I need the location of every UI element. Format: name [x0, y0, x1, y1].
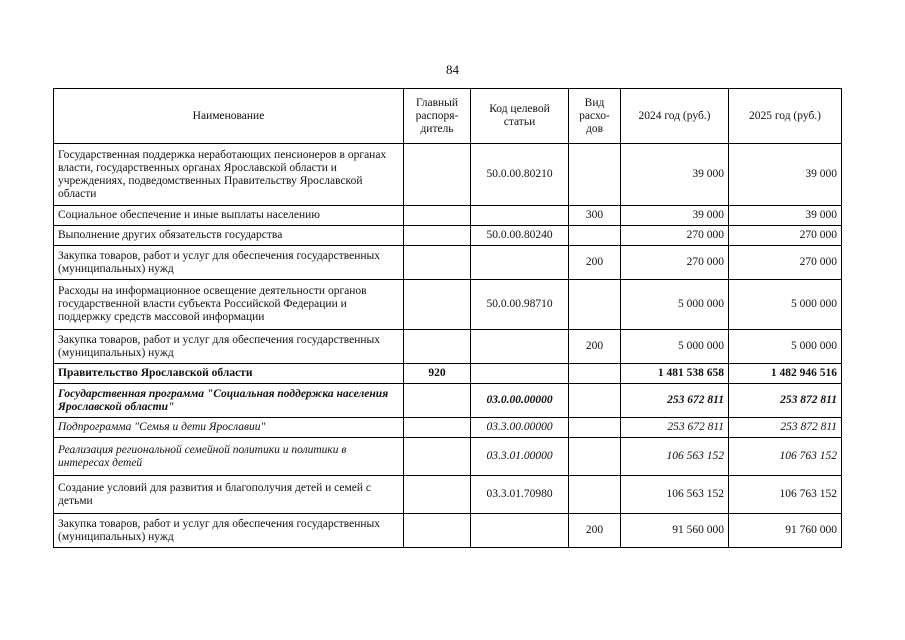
row-code [471, 206, 569, 226]
row-name: Закупка товаров, работ и услуг для обеспечения государственных (муниципальных) нужд [54, 246, 404, 280]
row-type: 300 [569, 206, 621, 226]
row-2025: 270 000 [729, 246, 842, 280]
header-2024: 2024 год (руб.) [621, 89, 729, 144]
row-admin [404, 246, 471, 280]
budget-table [53, 88, 842, 548]
row-2024: 253 672 811 [621, 384, 729, 418]
row-admin [404, 438, 471, 476]
row-admin [404, 144, 471, 206]
row-name: Реализация региональной семейной политики и политики в интересах детей [54, 438, 404, 476]
row-admin [404, 280, 471, 330]
header-code: Код целевой статьи [471, 89, 569, 144]
row-admin [404, 206, 471, 226]
row-code: 50.0.00.80240 [471, 226, 569, 246]
row-2024: 270 000 [621, 226, 729, 246]
header-name: Наименование [54, 89, 404, 144]
row-2024: 106 563 152 [621, 438, 729, 476]
row-name: Социальное обеспечение и иные выплаты населению [54, 206, 404, 226]
row-code [471, 364, 569, 384]
table-row [54, 280, 842, 330]
row-admin [404, 330, 471, 364]
row-admin [404, 476, 471, 514]
table-row [54, 476, 842, 514]
row-2024: 5 000 000 [621, 330, 729, 364]
row-type [569, 226, 621, 246]
row-2025: 106 763 152 [729, 438, 842, 476]
table-row [54, 364, 842, 384]
row-2024: 270 000 [621, 246, 729, 280]
row-2025: 253 872 811 [729, 384, 842, 418]
row-code: 50.0.00.98710 [471, 280, 569, 330]
row-name: Подпрограмма "Семья и дети Ярославии" [54, 418, 404, 438]
table-row [54, 438, 842, 476]
header-2025: 2025 год (руб.) [729, 89, 842, 144]
row-admin: 920 [404, 364, 471, 384]
row-type [569, 418, 621, 438]
row-code [471, 330, 569, 364]
row-type: 200 [569, 330, 621, 364]
row-code: 50.0.00.80210 [471, 144, 569, 206]
header-type: Вид расхо-дов [569, 89, 621, 144]
row-2024: 91 560 000 [621, 514, 729, 548]
table-row [54, 418, 842, 438]
row-2024: 5 000 000 [621, 280, 729, 330]
row-2025: 91 760 000 [729, 514, 842, 548]
table-row [54, 144, 842, 206]
row-2024: 39 000 [621, 144, 729, 206]
row-type [569, 476, 621, 514]
table-header-row [54, 89, 842, 144]
row-2025: 5 000 000 [729, 330, 842, 364]
row-2025: 1 482 946 516 [729, 364, 842, 384]
row-name: Закупка товаров, работ и услуг для обеспечения государственных (муниципальных) нужд [54, 514, 404, 548]
row-name: Государственная поддержка неработающих пенсионеров в органах власти, государственных органах Ярославской области и учреждениях, подведомственных Правительству Ярославской области [54, 144, 404, 206]
table-row [54, 206, 842, 226]
table-row [54, 226, 842, 246]
row-2024: 39 000 [621, 206, 729, 226]
row-type [569, 364, 621, 384]
row-code [471, 514, 569, 548]
row-code: 03.3.01.00000 [471, 438, 569, 476]
row-2024: 253 672 811 [621, 418, 729, 438]
row-2024: 1 481 538 658 [621, 364, 729, 384]
row-name: Расходы на информационное освещение деятельности органов государственной власти субъекта Российской Федерации и поддержку средств массовой информации [54, 280, 404, 330]
row-2025: 106 763 152 [729, 476, 842, 514]
row-type: 200 [569, 514, 621, 548]
row-2025: 5 000 000 [729, 280, 842, 330]
header-admin: Главный распоря-дитель [404, 89, 471, 144]
row-code [471, 246, 569, 280]
row-name: Закупка товаров, работ и услуг для обеспечения государственных (муниципальных) нужд [54, 330, 404, 364]
row-admin [404, 226, 471, 246]
row-code: 03.3.01.70980 [471, 476, 569, 514]
row-name: Создание условий для развития и благополучия детей и семей с детьми [54, 476, 404, 514]
row-admin [404, 384, 471, 418]
row-type: 200 [569, 246, 621, 280]
table-row [54, 330, 842, 364]
row-admin [404, 514, 471, 548]
row-2025: 270 000 [729, 226, 842, 246]
row-2025: 39 000 [729, 206, 842, 226]
row-name: Государственная программа "Социальная поддержка населения Ярославской области" [54, 384, 404, 418]
row-name: Правительство Ярославской области [54, 364, 404, 384]
row-type [569, 280, 621, 330]
table-row [54, 246, 842, 280]
row-name: Выполнение других обязательств государства [54, 226, 404, 246]
row-code: 03.3.00.00000 [471, 418, 569, 438]
page-number: 84 [446, 62, 459, 77]
row-2025: 39 000 [729, 144, 842, 206]
row-2024: 106 563 152 [621, 476, 729, 514]
row-code: 03.0.00.00000 [471, 384, 569, 418]
row-2025: 253 872 811 [729, 418, 842, 438]
row-admin [404, 418, 471, 438]
table-row [54, 384, 842, 418]
row-type [569, 438, 621, 476]
table-row [54, 514, 842, 548]
row-type [569, 384, 621, 418]
row-type [569, 144, 621, 206]
